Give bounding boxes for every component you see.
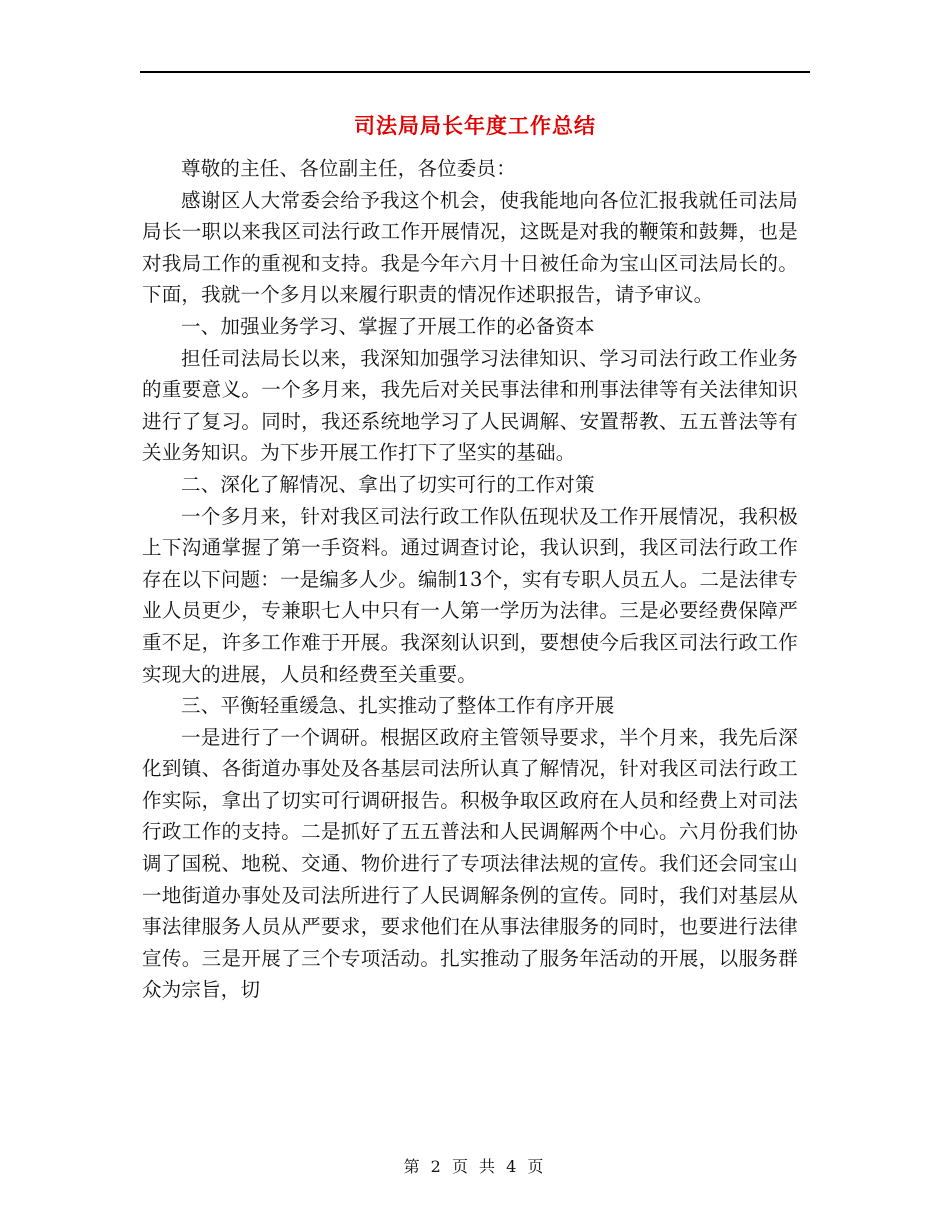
salutation: 尊敬的主任、各位副主任，各位委员： [181, 157, 516, 180]
intro-paragraph: 感谢区人大常委会给予我这个机会，使我能地向各位汇报我就任司法局局长一职以来我区司法行政工作开展情况，这既是对我的鞭策和鼓舞，也是对我局工作的重视和支持。我是今年六月十日被任命为宝山区司法局长的。下面，我就一个多月以来履行职责的情况作述职报告，请予审议。 [142, 188, 798, 307]
document-body [142, 153, 798, 1006]
section-paragraph-2: 一个多月来，针对我区司法行政工作队伍现状及工作开展情况，我积极上下沟通掌握了第一手资料。通过调查讨论，我认识到，我区司法行政工作存在以下问题：一是编多人少。编制13个，实有专职人员五人。二是法律专业人员更少，专兼职七人中只有一人第一学历为法律。三是必要经费保障严重不足，许多工作难于开展。我深刻认识到，要想使今后我区司法行政工作实现大的进展，人员和经费至关重要。 [142, 504, 798, 686]
section-heading-2: 二、深化了解情况、拿出了切实可行的工作对策 [181, 472, 595, 496]
section-paragraph-1: 担任司法局长以来，我深知加强学习法律知识、学习司法行政工作业务的重要意义。一个多月来，我先后对关民事法律和刑事法律等有关法律知识进行了复习。同时，我还系统地学习了人民调解、安置帮教、五五普法等有关业务知识。为下步开展工作打下了坚实的基础。 [142, 346, 798, 465]
section-paragraph-3: 一是进行了一个调研。根据区政府主管领导要求，半个月来，我先后深化到镇、各街道办事处及各基层司法所认真了解情况，针对我区司法行政工作实际，拿出了切实可行调研报告。积极争取区政府在人员和经费上对司法行政工作的支持。二是抓好了五五普法和人民调解两个中心。六月份我们协调了国税、地税、交通、物价进行了专项法律法规的宣传。我们还会同宝山一地街道办事处及司法所进行了人民调解条例的宣传。同时，我们对基层从事法律服务人员从严要求，要求他们在从事法律服务的同时，也要进行法律宣传。三是开展了三个专项活动。扎实推动了服务年活动的开展，以服务群众为宗旨，切 [142, 725, 798, 1002]
section-heading-1: 一、加强业务学习、掌握了开展工作的必备资本 [181, 314, 595, 338]
section-heading-3: 三、平衡轻重缓急、扎实推动了整体工作有序开展 [181, 694, 615, 718]
document-title: 司法局局长年度工作总结 [354, 113, 596, 138]
header-rule [140, 71, 810, 73]
page-number: 第 2 页 共 4 页 [403, 1157, 547, 1176]
